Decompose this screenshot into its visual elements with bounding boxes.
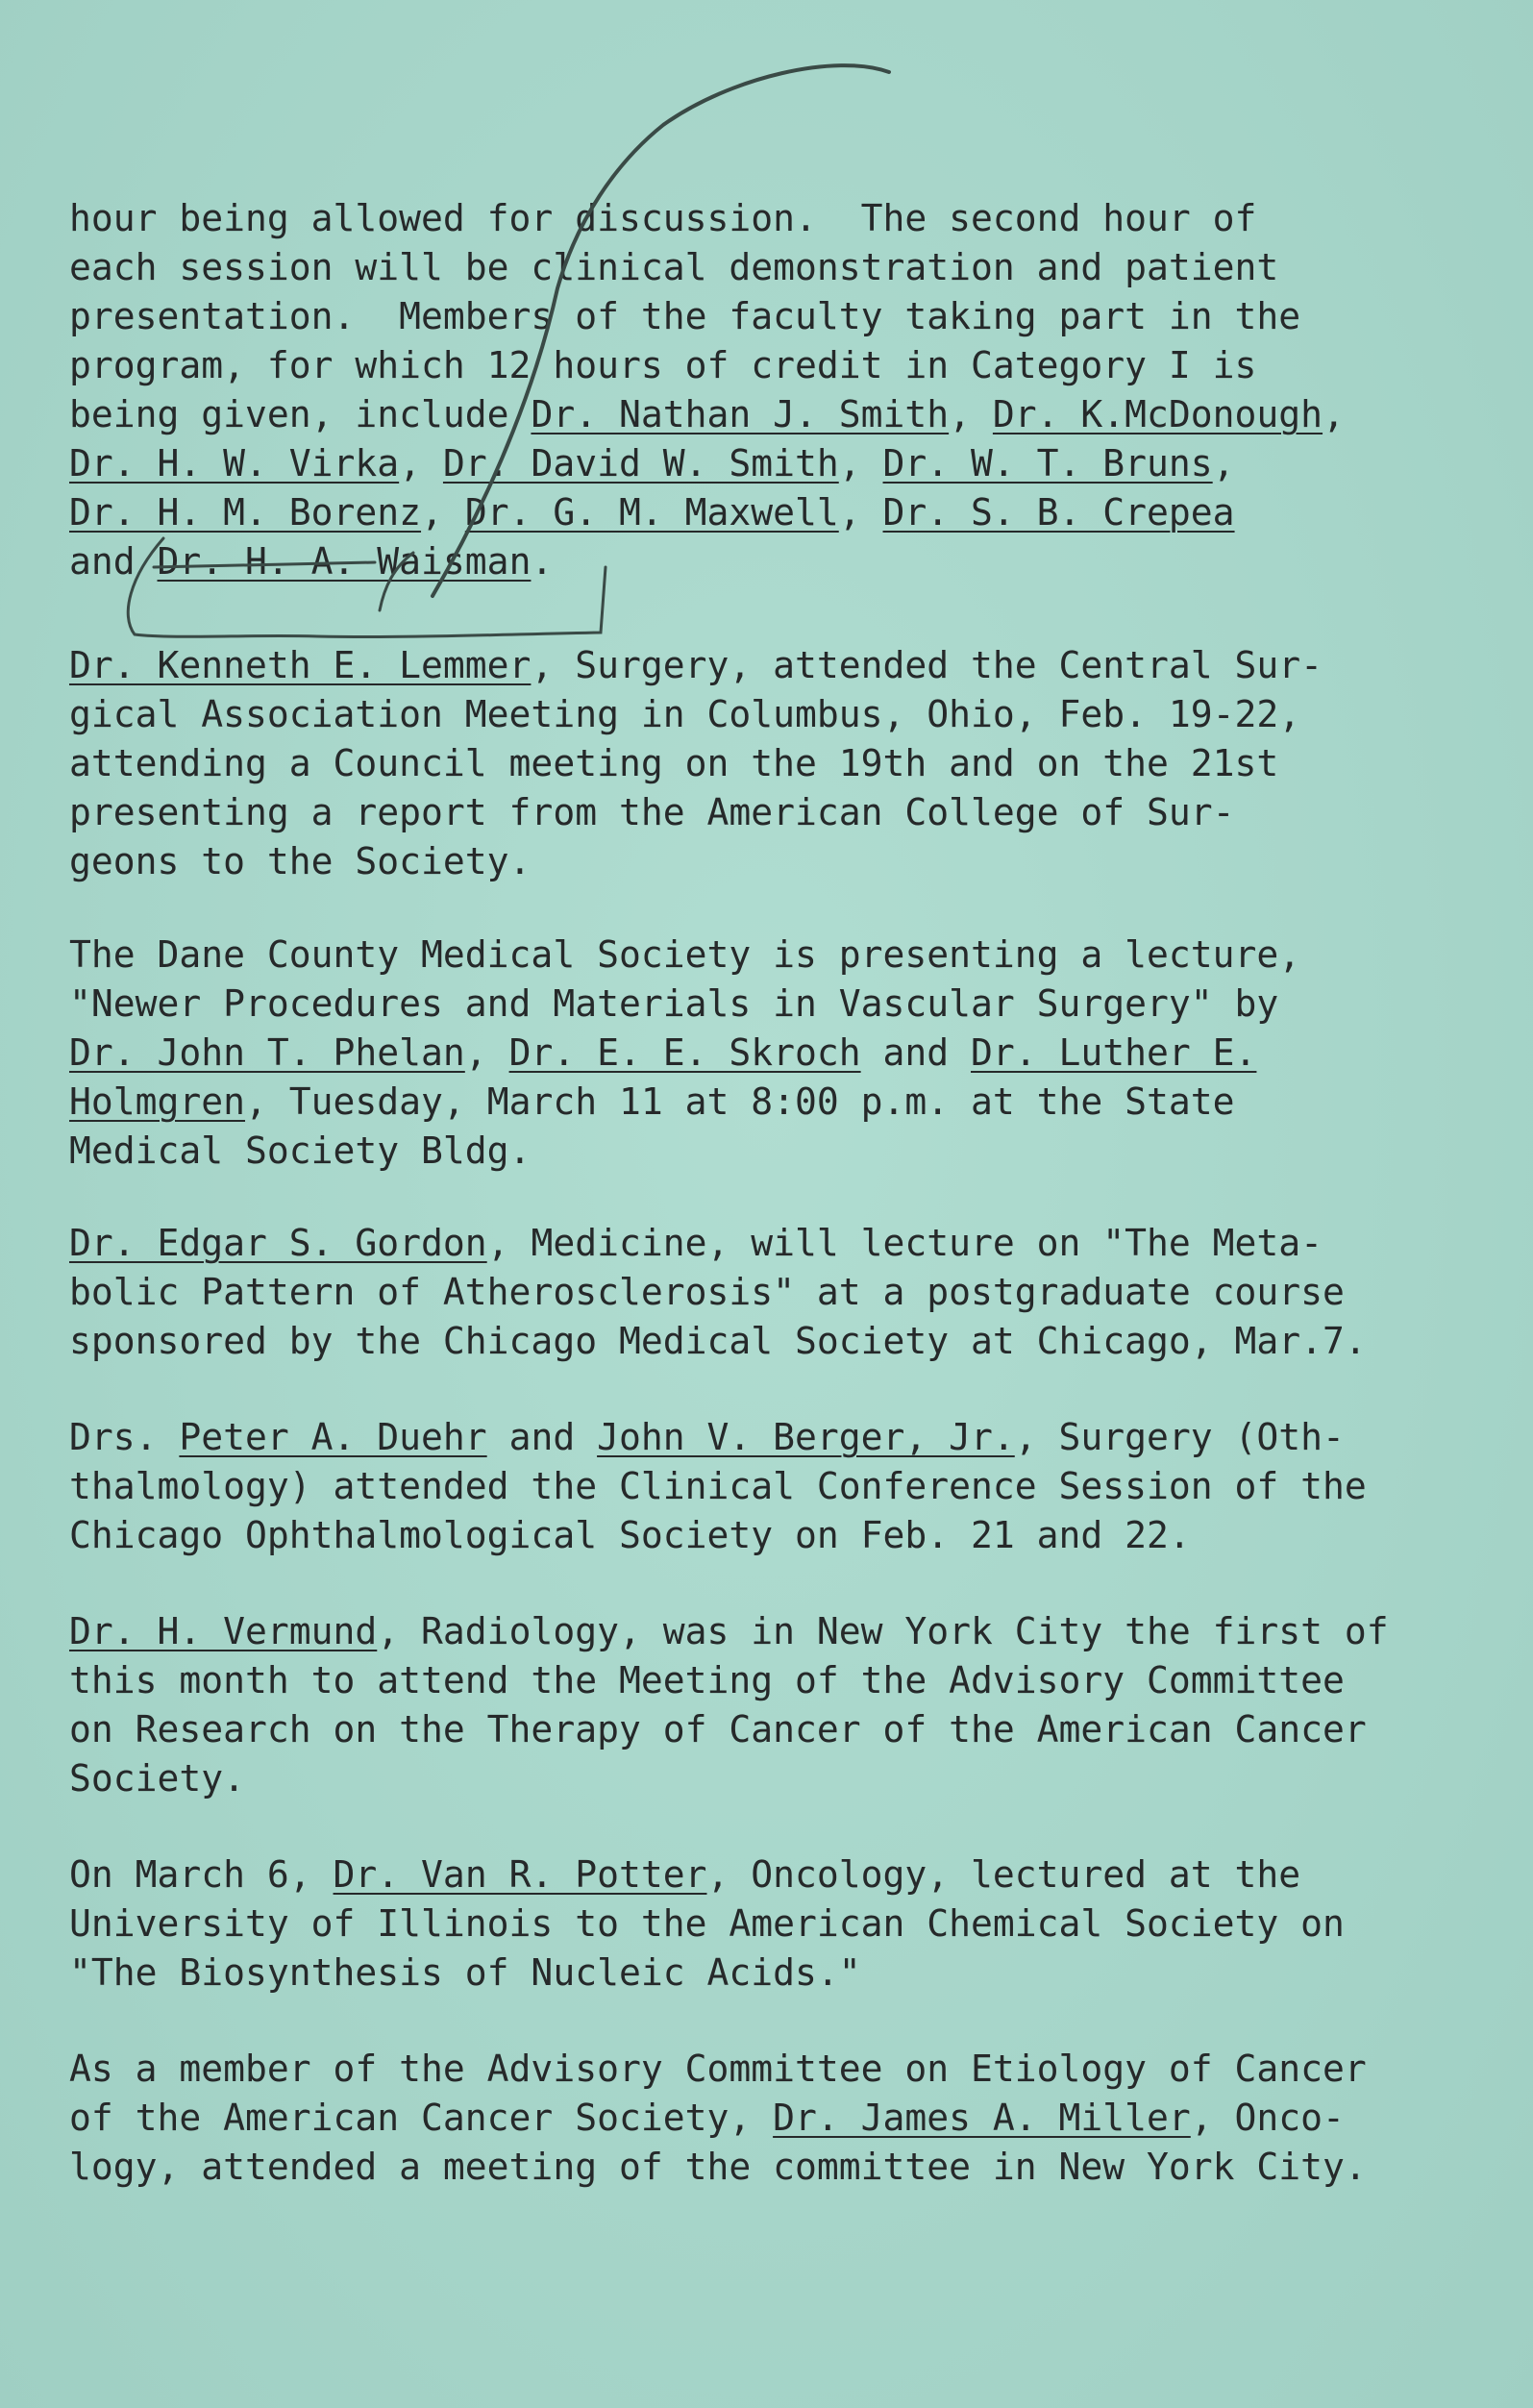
paragraph-vermund [69, 1607, 1511, 1803]
paragraph-faculty-program [69, 194, 1511, 586]
underlined-name: Dr. H. M. Borenz [69, 491, 422, 534]
text-run: presenting a report from the American College of Sur- [69, 791, 1235, 833]
text-line [69, 488, 1511, 537]
paragraph-gordon [69, 1219, 1511, 1366]
text-run: logy, attended a meeting of the committee in New York City. [69, 2146, 1367, 2188]
underlined-name: Holmgren [69, 1080, 246, 1123]
text-run: Chicago Ophthalmological Society on Feb. 21 and 22. [69, 1514, 1191, 1556]
text-line [69, 1462, 1511, 1511]
text-line [69, 1029, 1511, 1078]
text-line [69, 1078, 1511, 1127]
text-line [69, 980, 1511, 1029]
text-line [69, 1268, 1511, 1317]
text-run: The Dane County Medical Society is presenting a lecture, [69, 933, 1301, 976]
paragraph-duehr-berger [69, 1413, 1511, 1560]
text-run: , Radiology, was in New York City the first of [377, 1610, 1389, 1652]
text-line [69, 439, 1511, 488]
underlined-name: Dr. Van R. Potter [333, 1853, 707, 1896]
text-run: Drs. [69, 1416, 180, 1458]
underlined-name: Dr. Edgar S. Gordon [69, 1222, 487, 1264]
text-run: University of Illinois to the American Chemical Society on [69, 1902, 1345, 1945]
text-run: thalmology) attended the Clinical Conference Session of the [69, 1465, 1367, 1507]
text-run: presentation. Members of the faculty taking part in the [69, 295, 1301, 337]
text-run: As a member of the Advisory Committee on Etiology of Cancer [69, 2048, 1367, 2090]
text-run: . [531, 540, 554, 583]
text-run: Medical Society Bldg. [69, 1130, 532, 1172]
underlined-name: John V. Berger, Jr. [597, 1416, 1015, 1458]
text-line [69, 1413, 1511, 1462]
text-line [69, 1705, 1511, 1754]
text-run: and [860, 1031, 972, 1074]
text-run: hour being allowed for discussion. The second hour of [69, 197, 1257, 239]
text-run: and [486, 1416, 598, 1458]
text-run: gical Association Meeting in Columbus, Ohio, Feb. 19-22, [69, 693, 1301, 735]
text-run: , Oncology, lectured at the [706, 1853, 1301, 1896]
text-run: "Newer Procedures and Materials in Vascular Surgery" by [69, 982, 1279, 1025]
paragraph-lemmer [69, 641, 1511, 886]
underlined-name: Dr. K.McDonough [992, 393, 1323, 435]
text-line [69, 1607, 1511, 1656]
text-run: , Surgery (Oth- [1014, 1416, 1345, 1458]
text-run: , [838, 442, 883, 484]
text-run: , Medicine, will lecture on "The Meta- [486, 1222, 1323, 1264]
underlined-name: Dr. Luther E. [971, 1031, 1257, 1074]
text-line [69, 788, 1511, 837]
text-line [69, 1219, 1511, 1268]
text-line [69, 1317, 1511, 1366]
text-line [69, 292, 1511, 341]
text-line [69, 537, 1511, 586]
text-run: this month to attend the Meeting of the Advisory Committee [69, 1659, 1345, 1701]
text-run: , [949, 393, 993, 435]
text-run: on Research on the Therapy of Cancer of the American Cancer [69, 1708, 1367, 1750]
underlined-name: Dr. Nathan J. Smith [531, 393, 950, 435]
text-line [69, 2094, 1511, 2143]
underlined-name: Dr. H. Vermund [69, 1610, 378, 1652]
text-line [69, 390, 1511, 439]
text-run: , Surgery, attended the Central Sur- [531, 644, 1323, 686]
text-line [69, 341, 1511, 390]
text-line [69, 1949, 1511, 1998]
text-run: Society. [69, 1757, 246, 1800]
text-run: , [464, 1031, 509, 1074]
underlined-name: Dr. James A. Miller [773, 2097, 1191, 2139]
text-run: sponsored by the Chicago Medical Society at Chicago, Mar.7. [69, 1320, 1367, 1362]
text-line [69, 243, 1511, 292]
text-run: attending a Council meeting on the 19th and on the 21st [69, 742, 1279, 784]
text-run: program, for which 12 hours of credit in Category I is [69, 344, 1257, 386]
underlined-name: Dr. David W. Smith [442, 442, 839, 484]
text-run: , [1323, 393, 1345, 435]
text-run: each session will be clinical demonstration and patient [69, 246, 1279, 288]
underlined-name: Peter A. Duehr [179, 1416, 487, 1458]
text-line [69, 1754, 1511, 1803]
text-line [69, 837, 1511, 886]
underlined-name: Dr. H. W. Virka [69, 442, 400, 484]
text-line [69, 1850, 1511, 1899]
underlined-name: Dr. John T. Phelan [69, 1031, 465, 1074]
text-line [69, 2045, 1511, 2094]
text-line [69, 1656, 1511, 1705]
text-run: of the American Cancer Society, [69, 2097, 774, 2139]
text-run: "The Biosynthesis of Nucleic Acids." [69, 1951, 861, 1994]
text-line [69, 931, 1511, 980]
underlined-name: Dr. S. B. Crepea [882, 491, 1235, 534]
paragraph-dane-county [69, 931, 1511, 1176]
text-line [69, 641, 1511, 690]
paragraph-potter [69, 1850, 1511, 1998]
text-run: , Onco- [1190, 2097, 1345, 2139]
text-run: , [421, 491, 465, 534]
text-line [69, 739, 1511, 788]
underlined-name: Dr. E. E. Skroch [508, 1031, 861, 1074]
underlined-name: Dr. G. M. Maxwell [464, 491, 839, 534]
text-run: geons to the Society. [69, 840, 532, 882]
text-run: and [69, 540, 158, 583]
text-line [69, 1899, 1511, 1949]
text-line [69, 2143, 1511, 2192]
text-line [69, 1127, 1511, 1176]
text-run: , Tuesday, March 11 at 8:00 p.m. at the State [245, 1080, 1235, 1123]
text-line [69, 1511, 1511, 1560]
underlined-name: Dr. W. T. Bruns [882, 442, 1213, 484]
paragraph-miller [69, 2045, 1511, 2192]
underlined-name: Dr. Kenneth E. Lemmer [69, 644, 532, 686]
text-run: bolic Pattern of Atherosclerosis" at a postgraduate course [69, 1271, 1345, 1313]
text-run: , [838, 491, 883, 534]
text-run: , [399, 442, 443, 484]
text-run: , [1212, 442, 1235, 484]
underlined-name: Dr. H. A. Waisman [157, 540, 532, 583]
text-run: On March 6, [69, 1853, 334, 1896]
text-line [69, 194, 1511, 243]
text-line [69, 690, 1511, 739]
text-run: being given, include [69, 393, 532, 435]
